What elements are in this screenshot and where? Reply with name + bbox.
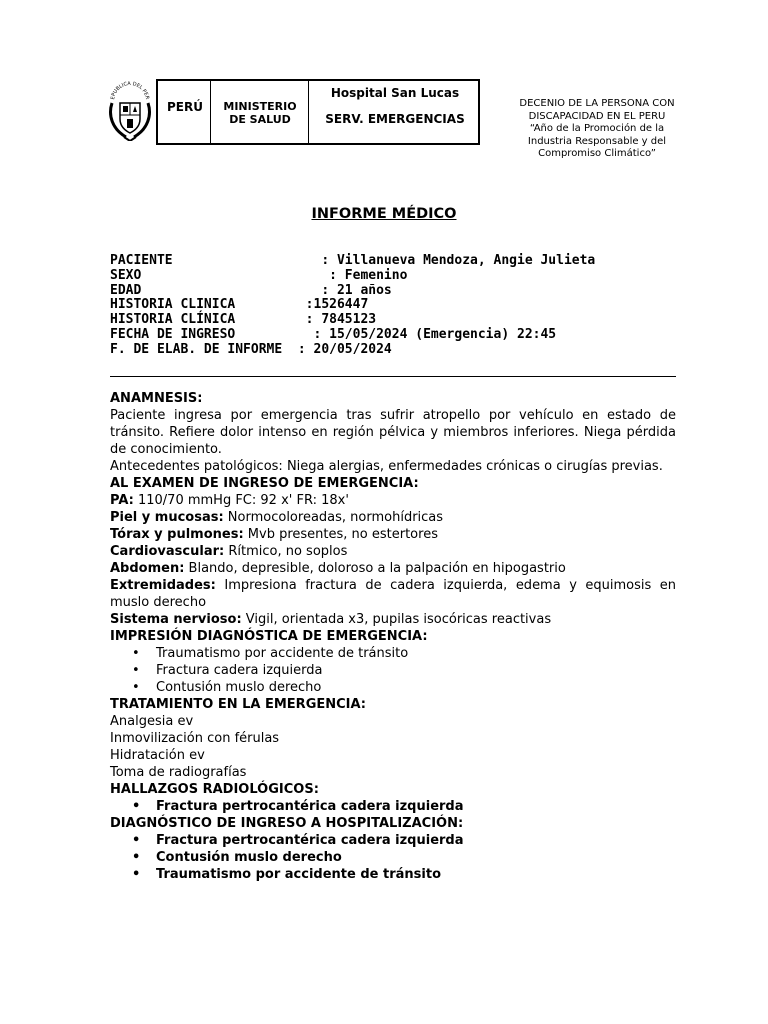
header-box (156, 79, 480, 145)
decree-line: DECENIO DE LA PERSONA CON (519, 98, 675, 109)
bullet-icon: • (132, 799, 141, 814)
admission-diagnosis-heading: DIAGNÓSTICO DE INGRESO A HOSPITALIZACIÓN: (110, 816, 464, 831)
admission-diagnosis-list (110, 832, 676, 883)
treatment-item: Inmovilización con férulas (110, 731, 280, 746)
list-item-text: Fractura cadera izquierda (156, 663, 323, 678)
list-item-text: Traumatismo por accidente de tránsito (156, 646, 409, 661)
exam-value: Impresiona fractura de cadera izquierda, edema y equimosis en muslo derecho (110, 578, 676, 610)
list-item (110, 832, 676, 849)
bullet-icon: • (132, 867, 141, 882)
bullet-icon: • (132, 833, 141, 848)
treatment-item: Analgesia ev (110, 714, 194, 729)
header-ministerio-line1: MINISTERIO (223, 100, 297, 113)
list-item (110, 849, 676, 866)
exam-value: Rítmico, no soplos (224, 544, 348, 559)
clinical-history-row: HISTORIA CLÍNICA : 7845123 (110, 312, 377, 328)
bullet-icon: • (132, 663, 140, 678)
exam-item (110, 543, 676, 560)
header-hospital: Hospital San Lucas (330, 86, 460, 100)
treatment-item: Toma de radiografías (110, 765, 247, 780)
exam-item (110, 509, 676, 526)
treatment-item: Hidratación ev (110, 748, 205, 763)
report-date-row: F. DE ELAB. DE INFORME : 20/05/2024 (110, 341, 392, 357)
bullet-icon: • (132, 680, 140, 695)
list-item (110, 798, 676, 815)
list-item (110, 679, 676, 696)
exam-heading: AL EXAMEN DE INGRESO DE EMERGENCIA: (110, 476, 419, 491)
list-item-text: Contusión muslo derecho (156, 850, 342, 865)
admission-date-row: FECHA DE INGRESO : 15/05/2024 (Emergencia) 22:45 (110, 326, 557, 342)
clinical-history-row: HISTORIA CLINICA :1526447 (110, 297, 369, 313)
list-item-text: Fractura pertrocantérica cadera izquierda (156, 833, 464, 848)
header-divider (308, 81, 309, 143)
decree-line: DISCAPACIDAD EN EL PERU (528, 110, 666, 122)
header-service: SERV. EMERGENCIAS (325, 112, 465, 126)
exam-value: Mvb presentes, no estertores (243, 527, 438, 542)
exam-label: Extremidades: (110, 578, 216, 593)
exam-value: Vigil, orientada x3, pupilas isocóricas reactivas (241, 612, 552, 627)
header-peru: PERÚ (167, 100, 203, 114)
exam-label: Piel y mucosas: (110, 510, 224, 525)
impression-heading: IMPRESIÓN DIAGNÓSTICA DE EMERGENCIA: (110, 629, 428, 644)
exam-item (110, 560, 676, 577)
peru-coat-of-arms-logo (104, 81, 156, 141)
emblem-text: EPUBLICA DEL PER (110, 81, 150, 101)
exam-label: Cardiovascular: (110, 544, 225, 559)
header-ministerio-line2: DE SALUD (229, 113, 291, 126)
exam-item (110, 526, 676, 543)
bullet-icon: • (132, 646, 140, 661)
exam-label: PA: (110, 493, 134, 508)
decree-line: Compromiso Climático” (538, 148, 656, 159)
decree-text (496, 98, 698, 161)
list-item-text: Contusión muslo derecho (156, 680, 322, 695)
document-title: INFORME MÉDICO (311, 206, 457, 222)
exam-value: Blando, depresible, doloroso a la palpación en hipogastrio (184, 561, 566, 576)
horizontal-rule (110, 376, 676, 377)
patient-name-row: PACIENTE : Villanueva Mendoza, Angie Julieta (110, 253, 596, 268)
list-item-text: Traumatismo por accidente de tránsito (156, 867, 441, 882)
header-ministerio (212, 100, 308, 126)
list-item (110, 645, 676, 662)
decree-line: Industria Responsable y del (527, 135, 667, 147)
exam-label: Abdomen: (110, 561, 185, 576)
impression-list (110, 645, 676, 696)
header-divider (210, 81, 211, 143)
exam-label: Tórax y pulmones: (110, 527, 244, 542)
patient-age-row: EDAD : 21 años (110, 282, 392, 298)
exam-item (110, 492, 676, 509)
report-body (110, 390, 676, 883)
bullet-icon: • (132, 850, 141, 865)
antecedents-text: Antecedentes patológicos: Niega alergias, enfermedades crónicas o cirugías previas. (110, 459, 663, 474)
exam-item (110, 577, 676, 611)
exam-value: 110/70 mmHg FC: 92 x' FR: 18x' (133, 493, 349, 508)
radiology-list (110, 798, 676, 815)
list-item (110, 866, 676, 883)
anamnesis-text: Paciente ingresa por emergencia tras sufrir atropello por vehículo en estado de tránsito. Refiere dolor intenso en región pélvica y miembros inferiores. Niega pérdida de conocimiento. (110, 408, 676, 457)
list-item (110, 662, 676, 679)
exam-value: Normocoloreadas, normohídricas (223, 510, 444, 525)
svg-text:REPUBLICA DEL PERU (104, 81, 150, 100)
decree-line: “Año de la Promoción de la (529, 123, 665, 134)
exam-label: Sistema nervioso: (110, 612, 242, 627)
anamnesis-heading: ANAMNESIS: (110, 391, 203, 406)
treatment-heading: TRATAMIENTO EN LA EMERGENCIA: (110, 697, 367, 712)
patient-sex-row: SEXO : Femenino (110, 267, 408, 283)
radiology-heading: HALLAZGOS RADIOLÓGICOS: (110, 782, 319, 797)
patient-info (110, 254, 595, 358)
list-item-text: Fractura pertrocantérica cadera izquierda (156, 799, 464, 814)
exam-item (110, 611, 676, 628)
